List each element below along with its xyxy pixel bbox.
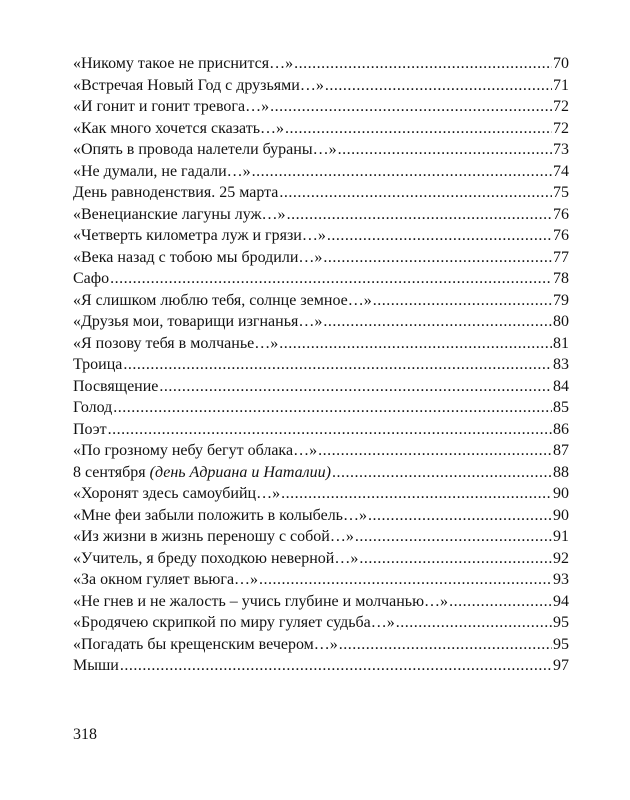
toc-entry-title-text: «Хоронят здесь самоубийц…» xyxy=(73,485,281,502)
toc-entry-page-number: 97 xyxy=(553,657,569,674)
toc-entry-page-number: 87 xyxy=(553,442,569,459)
toc-entry-title-text: Голод xyxy=(73,399,113,416)
toc-entry-page-number: 77 xyxy=(553,248,569,266)
toc-entry-title-text: Посвящение xyxy=(73,377,159,395)
toc-entry[interactable] xyxy=(73,139,569,161)
toc-entry[interactable] xyxy=(73,247,569,269)
toc-entry-title xyxy=(73,505,367,527)
toc-entry-page-number: 95 xyxy=(553,635,569,653)
toc-entry-title-text: «Встречая Новый Год с друзьями…» xyxy=(73,76,324,94)
toc-entry-title-text: «Погадать бы крещенским вечером…» xyxy=(73,635,338,653)
toc-dot-leader xyxy=(373,290,552,312)
toc-entry-page-number: 88 xyxy=(553,463,569,481)
toc-entry-title xyxy=(73,204,286,226)
toc-entry-title-text: «Я слишком люблю тебя, солнце земное…» xyxy=(73,291,372,309)
toc-entry[interactable] xyxy=(73,569,569,591)
toc-dot-leader xyxy=(323,247,552,269)
toc-dot-leader xyxy=(108,419,552,441)
toc-entry[interactable] xyxy=(73,75,569,97)
toc-dot-leader xyxy=(449,591,552,613)
toc-entry-title-text: День равноденствия. 25 марта xyxy=(73,184,279,201)
toc-entry[interactable] xyxy=(73,440,569,462)
toc-entry-title xyxy=(73,290,372,312)
toc-entry-title xyxy=(73,354,122,376)
toc-dot-leader xyxy=(279,182,552,204)
toc-entry-page-number: 81 xyxy=(553,334,569,352)
toc-entry[interactable] xyxy=(73,96,569,118)
toc-entry-title xyxy=(73,161,251,183)
toc-entry-title xyxy=(73,397,112,419)
toc-dot-leader xyxy=(113,397,552,419)
toc-entry-title xyxy=(73,419,107,441)
toc-entry-title-text: Троица xyxy=(73,356,123,373)
toc-entry[interactable] xyxy=(73,53,569,75)
toc-dot-leader xyxy=(327,225,552,247)
toc-entry-title-text: «Я позову тебя в молчанье…» xyxy=(73,334,279,352)
toc-entry[interactable] xyxy=(73,655,569,677)
toc-entry-page-number: 76 xyxy=(553,227,569,244)
toc-entry-page-number: 94 xyxy=(553,592,569,610)
toc-entry[interactable] xyxy=(73,376,569,398)
toc-entry-title-text: «Как много хочется сказать…» xyxy=(73,119,284,137)
toc-entry-page-number: 85 xyxy=(553,399,569,416)
toc-entry-title xyxy=(73,462,331,484)
toc-dot-leader xyxy=(287,204,552,226)
toc-entry[interactable] xyxy=(73,612,569,634)
toc-entry-title-text: «За окном гуляет вьюга…» xyxy=(73,571,259,588)
toc-dot-leader xyxy=(359,548,552,570)
toc-entry-page-number: 76 xyxy=(553,205,569,223)
toc-dot-leader xyxy=(252,161,552,183)
toc-entry[interactable] xyxy=(73,354,569,376)
toc-entry-title-text: Сафо xyxy=(73,270,110,287)
toc-entry-page-number: 84 xyxy=(553,377,569,395)
toc-entry-page-number: 79 xyxy=(553,291,569,309)
toc-entry[interactable] xyxy=(73,268,569,290)
toc-entry-title-text: «Друзья мои, товарищи изгнанья…» xyxy=(73,313,323,330)
toc-dot-leader xyxy=(123,354,552,376)
toc-entry-title-text: «Не гнев и не жалость – учись глубине и молчанью…» xyxy=(73,592,449,610)
toc-dot-leader xyxy=(355,526,552,548)
toc-entry-title xyxy=(73,53,293,75)
toc-entry-title-text: «Мне феи забыли положить в колыбель…» xyxy=(73,506,367,524)
page-number: 318 xyxy=(73,726,97,743)
toc-dot-leader xyxy=(259,569,552,591)
toc-entry-title-text: «Опять в провода налетели бураны…» xyxy=(73,141,337,158)
toc-entry[interactable] xyxy=(73,634,569,656)
toc-dot-leader xyxy=(120,655,552,677)
toc-entry-title xyxy=(73,655,119,677)
toc-entry-page-number: 75 xyxy=(553,184,569,201)
toc-entry[interactable] xyxy=(73,182,569,204)
toc-entry[interactable] xyxy=(73,204,569,226)
toc-entry[interactable] xyxy=(73,526,569,548)
toc-dot-leader xyxy=(159,376,552,398)
toc-entry-page-number: 74 xyxy=(553,162,569,180)
toc-entry-title xyxy=(73,247,322,269)
toc-dot-leader xyxy=(270,96,552,118)
toc-entry-page-number: 90 xyxy=(553,506,569,524)
toc-entry-title xyxy=(73,182,278,204)
toc-entry[interactable] xyxy=(73,118,569,140)
toc-entry-title-text: «Учитель, я бреду походкою неверной…» xyxy=(73,549,359,567)
toc-dot-leader xyxy=(338,139,552,161)
toc-entry-title-text: «Из жизни в жизнь переношу с собой…» xyxy=(73,528,354,545)
toc-entry-title-text: «Века назад с тобою мы бродили…» xyxy=(73,248,323,266)
toc-entry-title xyxy=(73,268,109,290)
toc-entry-title xyxy=(73,311,322,333)
table-of-contents xyxy=(73,53,569,677)
toc-entry-title xyxy=(73,483,280,505)
toc-entry-page-number: 72 xyxy=(553,119,569,137)
toc-entry-title-text: «И гонит и гонит тревога…» xyxy=(73,98,270,115)
toc-entry-title-text: «По грозному небу бегут облака…» xyxy=(73,442,318,459)
toc-dot-leader xyxy=(279,333,552,355)
toc-entry-title xyxy=(73,612,395,634)
toc-entry-title-text: «Не думали, не гадали…» xyxy=(73,162,251,180)
toc-entry-page-number: 72 xyxy=(553,98,569,115)
toc-entry[interactable] xyxy=(73,161,569,183)
toc-entry-page-number: 95 xyxy=(553,614,569,631)
toc-entry-note: (день Адриана и Наталии) xyxy=(149,463,331,481)
toc-entry-title xyxy=(73,333,278,355)
toc-entry-title-text: «Никому такое не приснится…» xyxy=(73,55,294,72)
toc-entry-page-number: 92 xyxy=(553,549,569,567)
toc-dot-leader xyxy=(323,311,552,333)
toc-entry-title-text: «Бродячею скрипкой по миру гуляет судьба…» xyxy=(73,614,395,631)
toc-dot-leader xyxy=(318,440,552,462)
toc-entry-title xyxy=(73,376,158,398)
toc-entry-title-text: Мыши xyxy=(73,657,119,674)
toc-entry-title xyxy=(73,225,326,247)
toc-entry-page-number: 70 xyxy=(553,55,569,72)
toc-entry[interactable] xyxy=(73,311,569,333)
toc-entry[interactable] xyxy=(73,397,569,419)
toc-entry-title xyxy=(73,440,317,462)
toc-entry-page-number: 91 xyxy=(553,528,569,545)
toc-entry-title xyxy=(73,526,354,548)
toc-entry-title xyxy=(73,634,338,656)
toc-entry-page-number: 90 xyxy=(553,485,569,502)
toc-dot-leader xyxy=(110,268,552,290)
toc-dot-leader xyxy=(281,483,552,505)
toc-dot-leader xyxy=(332,462,552,484)
toc-entry-page-number: 71 xyxy=(553,76,569,94)
toc-dot-leader xyxy=(294,53,552,75)
toc-entry-title xyxy=(73,548,358,570)
toc-entry-page-number: 73 xyxy=(553,141,569,158)
toc-dot-leader xyxy=(396,612,552,634)
toc-entry[interactable] xyxy=(73,290,569,312)
toc-entry[interactable] xyxy=(73,548,569,570)
toc-entry-title xyxy=(73,569,258,591)
toc-entry-title xyxy=(73,96,269,118)
toc-entry-page-number: 93 xyxy=(553,571,569,588)
toc-entry[interactable] xyxy=(73,225,569,247)
toc-entry-title xyxy=(73,118,284,140)
toc-dot-leader xyxy=(368,505,552,527)
toc-entry-title-text: 8 сентября xyxy=(73,463,146,481)
toc-entry-title xyxy=(73,139,337,161)
toc-dot-leader xyxy=(285,118,552,140)
toc-entry[interactable] xyxy=(73,505,569,527)
toc-entry[interactable] xyxy=(73,462,569,484)
toc-entry-title-text: Поэт xyxy=(73,420,107,438)
toc-entry-title xyxy=(73,591,448,613)
toc-entry-title xyxy=(73,75,324,97)
toc-entry[interactable] xyxy=(73,333,569,355)
toc-entry-title-text: «Венецианские лагуны луж…» xyxy=(73,205,286,223)
toc-entry-page-number: 80 xyxy=(553,313,569,330)
toc-dot-leader xyxy=(325,75,552,97)
toc-entry[interactable] xyxy=(73,483,569,505)
toc-entry-page-number: 78 xyxy=(553,270,569,287)
toc-entry[interactable] xyxy=(73,419,569,441)
toc-entry-page-number: 83 xyxy=(553,356,569,373)
toc-entry-page-number: 86 xyxy=(553,420,569,438)
toc-entry[interactable] xyxy=(73,591,569,613)
toc-entry-title-text: «Четверть километра луж и грязи…» xyxy=(73,227,326,244)
toc-dot-leader xyxy=(339,634,552,656)
